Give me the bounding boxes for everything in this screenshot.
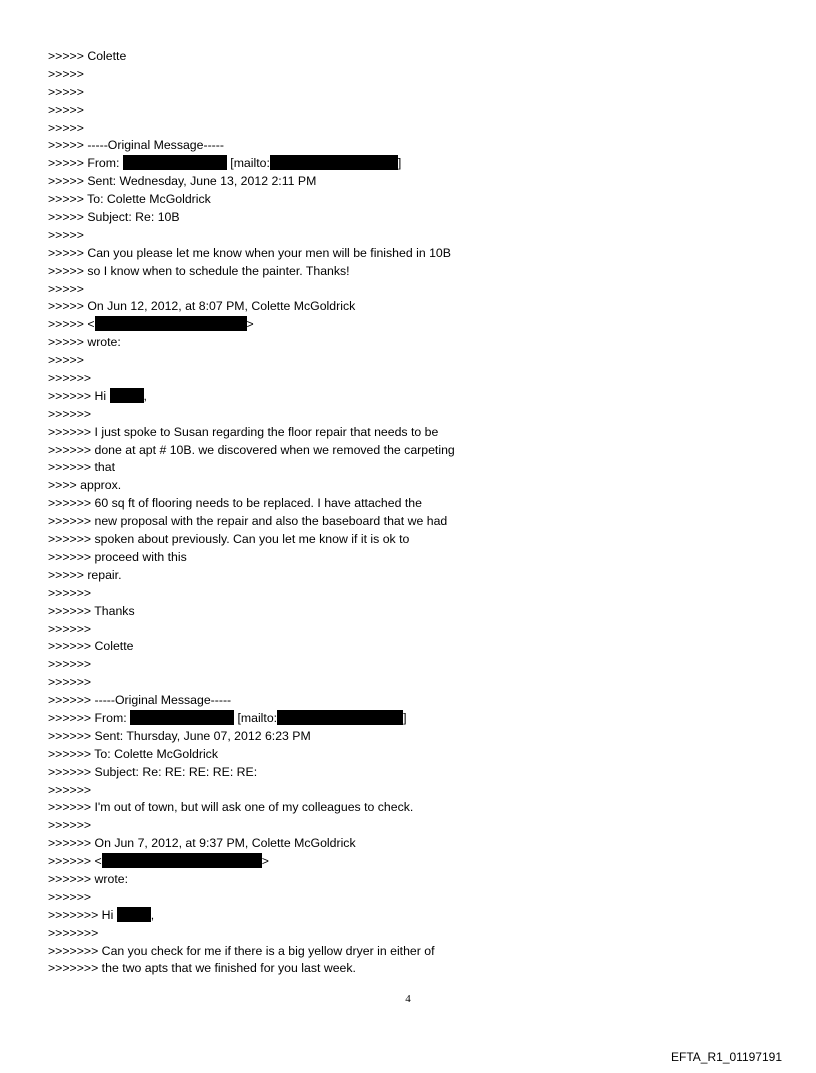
email-line: >>>>>> To: Colette McGoldrick	[48, 746, 218, 761]
email-line	[48, 388, 768, 406]
email-line	[48, 155, 768, 173]
email-line: >>>>>>	[48, 406, 92, 421]
email-line: >>>>> so I know when to schedule the painter. Thanks!	[48, 263, 350, 278]
email-line: >>>>> Colette	[48, 49, 127, 63]
line-text: >>>>>> From:	[48, 710, 131, 725]
email-line: >>>>> repair.	[48, 567, 122, 582]
email-line: >>>>>>	[48, 621, 92, 636]
email-line: >>>>>> 60 sq ft of flooring needs to be replaced. I have attached the	[48, 496, 422, 511]
email-line: >>>>> wrote:	[48, 335, 121, 350]
redaction-block	[110, 388, 144, 403]
line-text: >	[261, 854, 269, 869]
email-line: >>>>> Can you please let me know when your men will be finished in 10B	[48, 245, 451, 260]
email-line: >>>>>> Subject: Re: RE: RE: RE: RE:	[48, 764, 258, 779]
line-text: >>>>>>> Hi	[48, 907, 117, 922]
redaction-block	[95, 316, 247, 331]
email-line: >>>>>> wrote:	[48, 871, 128, 886]
email-line: >>>>>>> Can you check for me if there is a big yellow dryer in either of	[48, 943, 435, 958]
email-line: >>>>> Subject: Re: 10B	[48, 210, 180, 225]
line-text: ]	[397, 156, 402, 171]
email-line: >>>>>> I'm out of town, but will ask one of my colleagues to check.	[48, 800, 414, 815]
email-line: >>>>>>	[48, 818, 92, 833]
redaction-block	[270, 155, 398, 170]
email-line: >>>>>> Colette	[48, 639, 134, 654]
email-line: >>>>>	[48, 227, 84, 242]
email-line: >>>>>	[48, 120, 84, 135]
line-text: >>>>>> Hi	[48, 388, 110, 403]
email-line	[48, 316, 768, 334]
line-text: ,	[143, 388, 147, 403]
line-text: [mailto:	[234, 710, 278, 725]
email-line: >>>>>>	[48, 657, 92, 672]
email-line: >>>>>> On Jun 7, 2012, at 9:37 PM, Colette McGoldrick	[48, 836, 356, 851]
email-line: >>>>>> proceed with this	[48, 549, 187, 564]
email-line: >>>>>>	[48, 675, 92, 690]
email-line: >>>>>	[48, 353, 84, 368]
line-text: >>>>> From:	[48, 156, 123, 171]
email-line: >>>>> Sent: Wednesday, June 13, 2012 2:11 PM	[48, 174, 317, 189]
email-line: >>>> approx.	[48, 478, 122, 493]
email-thread	[48, 48, 768, 978]
email-line: >>>>>> -----Original Message-----	[48, 693, 232, 708]
email-line: >>>>>>	[48, 585, 92, 600]
document-id: EFTA_R1_01197191	[671, 1050, 782, 1064]
email-line: >>>>>> new proposal with the repair and also the baseboard that we had	[48, 514, 448, 529]
email-line: >>>>>	[48, 84, 84, 99]
redaction-block	[123, 155, 227, 170]
line-text: [mailto:	[226, 156, 270, 171]
email-line: >>>>>> Thanks	[48, 603, 135, 618]
line-text: >>>>> <	[48, 317, 95, 332]
email-line: >>>>> -----Original Message-----	[48, 138, 224, 153]
page-number: 4	[405, 993, 411, 1005]
email-line: >>>>>>	[48, 782, 92, 797]
line-text: >	[246, 317, 254, 332]
email-line: >>>>>	[48, 281, 84, 296]
redaction-block	[117, 907, 151, 922]
email-line: >>>>>>	[48, 371, 92, 386]
redaction-block	[277, 710, 403, 725]
email-line	[48, 853, 768, 871]
line-text: ,	[150, 907, 155, 922]
line-text: >>>>>> <	[48, 854, 102, 869]
email-line: >>>>>	[48, 102, 84, 117]
email-line: >>>>> To: Colette McGoldrick	[48, 192, 211, 207]
email-line: >>>>>> spoken about previously. Can you let me know if it is ok to	[48, 532, 410, 547]
email-line	[48, 907, 768, 925]
email-line: >>>>>> that	[48, 460, 116, 475]
redaction-block	[102, 853, 262, 868]
email-line: >>>>> On Jun 12, 2012, at 8:07 PM, Colette McGoldrick	[48, 299, 356, 314]
email-line	[48, 710, 768, 728]
email-line: >>>>>>> the two apts that we finished for you last week.	[48, 961, 356, 976]
redaction-block	[130, 710, 234, 725]
email-line: >>>>>> I just spoke to Susan regarding the floor repair that needs to be	[48, 424, 439, 439]
email-line: >>>>>>>	[48, 925, 99, 940]
email-line: >>>>>> Sent: Thursday, June 07, 2012 6:23 PM	[48, 728, 311, 743]
email-line: >>>>>	[48, 66, 84, 81]
line-text: ]	[403, 710, 407, 725]
email-line: >>>>>> done at apt # 10B. we discovered when we removed the carpeting	[48, 442, 455, 457]
email-line: >>>>>>	[48, 889, 92, 904]
